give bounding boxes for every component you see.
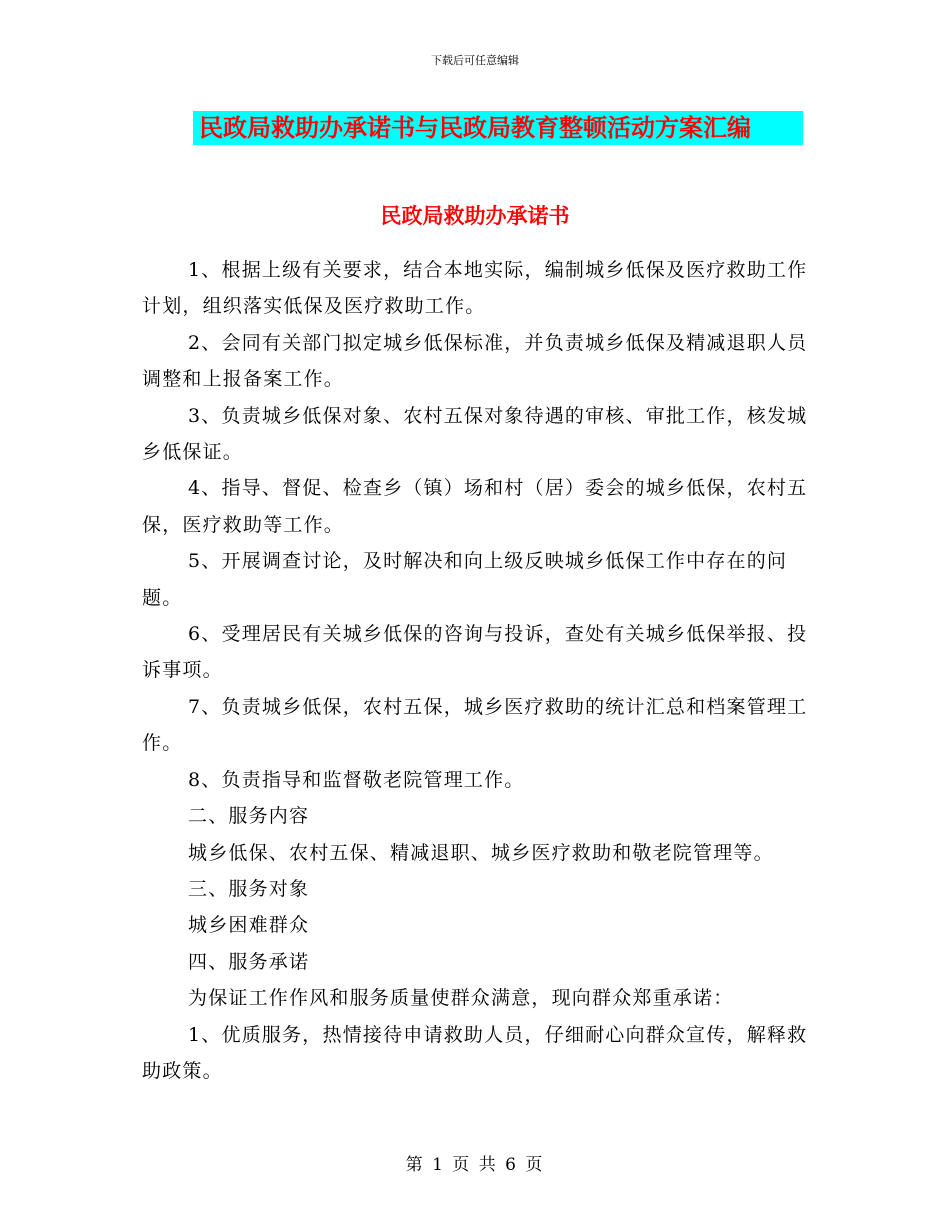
paragraph: 6、受理居民有关城乡低保的咨询与投诉，查处有关城乡低保举报、投诉事项。 bbox=[142, 623, 808, 682]
paragraph: 7、负责城乡低保，农村五保，城乡医疗救助的统计汇总和档案管理工作。 bbox=[142, 695, 808, 755]
paragraph: 5、开展调查讨论，及时解决和向上级反映城乡低保工作中存在的问题。 bbox=[142, 550, 788, 609]
paragraph: 1、优质服务，热情接待申请救助人员，仔细耐心向群众宣传，解释救助政策。 bbox=[142, 1023, 808, 1082]
paragraph: 3、负责城乡低保对象、农村五保对象待遇的审核、审批工作，核发城乡低保证。 bbox=[142, 404, 808, 464]
section-heading: 四、服务承诺 bbox=[188, 950, 310, 973]
document-body bbox=[142, 252, 810, 1089]
document-title: 民政局救助办承诺书与民政局教育整顿活动方案汇编 bbox=[199, 114, 751, 142]
paragraph: 8、负责指导和监督敬老院管理工作。 bbox=[188, 768, 525, 791]
paragraph: 4、指导、督促、检查乡（镇）场和村（居）委会的城乡低保，农村五保，医疗救助等工作。 bbox=[142, 477, 808, 536]
page-footer: 第 1 页 共 6 页 bbox=[405, 1155, 545, 1175]
paragraph: 为保证工作作风和服务质量使群众满意，现向群众郑重承诺： bbox=[188, 987, 734, 1010]
paragraph: 城乡低保、农村五保、精减退职、城乡医疗救助和敬老院管理等。 bbox=[188, 841, 774, 864]
paragraph: 城乡困难群众 bbox=[188, 914, 310, 937]
section-heading: 二、服务内容 bbox=[188, 805, 310, 828]
paragraph: 2、会同有关部门拟定城乡低保标准，并负责城乡低保及精减退职人员调整和上报备案工作。 bbox=[142, 331, 808, 391]
paragraph: 1、根据上级有关要求，结合本地实际，编制城乡低保及医疗救助工作计划，组织落实低保及医疗救助工作。 bbox=[142, 259, 808, 318]
section-heading: 三、服务对象 bbox=[188, 877, 310, 900]
section-title: 民政局救助办承诺书 bbox=[380, 204, 570, 228]
document-title-highlight bbox=[193, 111, 803, 145]
header-note: 下载后可任意编辑 bbox=[431, 54, 519, 67]
